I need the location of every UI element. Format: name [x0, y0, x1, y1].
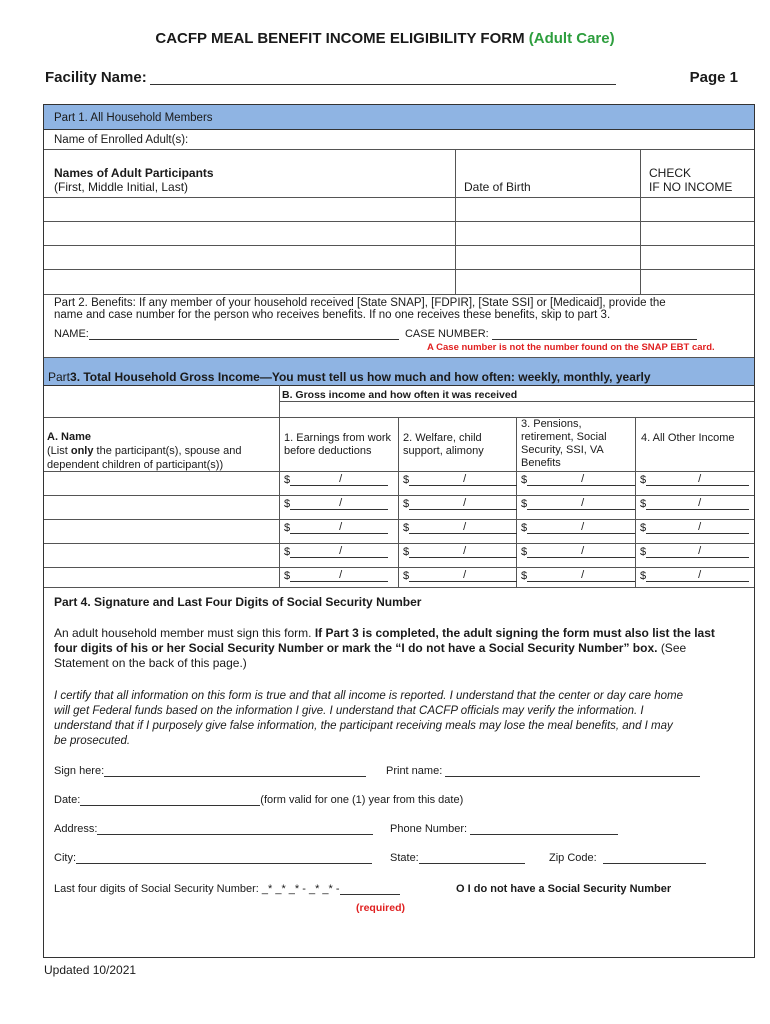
col-check-header-2: IF NO INCOME [649, 180, 733, 194]
frequency-slash: / [463, 569, 467, 581]
dollar-sign: $ [640, 570, 647, 582]
col-check-header: CHECK [649, 166, 692, 180]
frequency-slash: / [339, 545, 343, 557]
income-name-field-2[interactable] [44, 495, 279, 517]
certification-statement: I certify that all information on this form is true and that all income is reported. I understand that the center or day care home will get Federal funds based on the information I give. I understand that CACFP officials may verify the information. I understand that if I purposely give false information, the participant receiving meals may lose the meal benefits, and I may be prosecuted. [54, 690, 683, 747]
page-number: Page 1 [689, 69, 738, 86]
no-ssn-option[interactable]: O I do not have a Social Security Number [456, 883, 672, 895]
state-row: State: [390, 852, 525, 864]
gross-income-header: B. Gross income and how often it was received [282, 389, 518, 401]
frequency-slash: / [339, 521, 343, 533]
income-field-r1-c3[interactable] [521, 473, 635, 486]
zip-row: Zip Code: [549, 852, 706, 864]
income-field-r4-c2[interactable] [403, 545, 517, 558]
income-field-r2-c2[interactable] [403, 497, 517, 510]
frequency-slash: / [581, 521, 585, 533]
facility-name-label: Facility Name: [45, 69, 147, 86]
income-field-r1-c1[interactable] [284, 473, 388, 486]
ssn-field[interactable] [340, 894, 400, 895]
dollar-sign: $ [403, 570, 410, 582]
dollar-sign: $ [403, 546, 410, 558]
frequency-slash: / [698, 521, 702, 533]
dollar-sign: $ [403, 498, 410, 510]
participant-name-field-1[interactable] [44, 197, 455, 221]
dollar-sign: $ [403, 522, 410, 534]
income-field-r5-c1[interactable] [284, 569, 388, 582]
frequency-slash: / [698, 473, 702, 485]
updated-date: Updated 10/2021 [44, 963, 137, 977]
income-field-r2-c1[interactable] [284, 497, 388, 510]
income-field-r3-c2[interactable] [403, 521, 517, 534]
income-field-r2-c3[interactable] [521, 497, 635, 510]
dollar-sign: $ [284, 498, 291, 510]
enrolled-adults-label: Name of Enrolled Adult(s): [54, 134, 189, 146]
zip-field[interactable] [603, 863, 706, 864]
sign-row: Sign here: [54, 765, 366, 777]
dollar-sign: $ [521, 522, 528, 534]
case-number-field[interactable] [492, 339, 697, 340]
income-field-r1-c2[interactable] [403, 473, 517, 486]
participant-name-field-4[interactable] [44, 269, 455, 293]
dollar-sign: $ [403, 474, 410, 486]
col2-welfare-header: 2. Welfare, child support, alimony [403, 432, 484, 457]
frequency-slash: / [581, 473, 585, 485]
part1-heading: Part 1. All Household Members [54, 112, 213, 124]
dollar-sign: $ [640, 498, 647, 510]
income-name-field-1[interactable] [44, 471, 279, 493]
participant-name-field-3[interactable] [44, 245, 455, 269]
ssn-required-note: (required) [356, 902, 406, 914]
phone-field[interactable] [470, 834, 618, 835]
frequency-slash: / [698, 497, 702, 509]
income-field-r5-c3[interactable] [521, 569, 635, 582]
frequency-slash: / [581, 497, 585, 509]
dollar-sign: $ [521, 474, 528, 486]
col4-other-header: 4. All Other Income [641, 432, 735, 444]
income-field-r4-c4[interactable] [640, 545, 749, 558]
income-name-field-5[interactable] [44, 567, 279, 589]
col-dob-header: Date of Birth [464, 180, 531, 194]
col-a-name-sub2: dependent children of participant(s)) [47, 459, 224, 471]
col-a-name-header: A. Name [47, 431, 92, 443]
date-field[interactable] [80, 805, 260, 806]
print-name-field[interactable] [445, 776, 700, 777]
city-row: City: [54, 852, 372, 864]
dollar-sign: $ [640, 474, 647, 486]
col3-pensions-header: 3. Pensions, retirement, Social Security, SSI, VA Benefits [521, 418, 607, 469]
dollar-sign: $ [284, 522, 291, 534]
dollar-sign: $ [640, 522, 647, 534]
income-field-r4-c3[interactable] [521, 545, 635, 558]
form-title-sub: (Adult Care) [528, 30, 615, 47]
date-row: Date: (form valid for one (1) year from this date) [54, 794, 464, 806]
frequency-slash: / [581, 545, 585, 557]
dollar-sign: $ [284, 570, 291, 582]
frequency-slash: / [698, 545, 702, 557]
income-field-r5-c4[interactable] [640, 569, 749, 582]
income-field-r4-c1[interactable] [284, 545, 388, 558]
frequency-slash: / [463, 497, 467, 509]
city-field[interactable] [76, 863, 372, 864]
form-frame [43, 104, 755, 958]
frequency-slash: / [463, 521, 467, 533]
dollar-sign: $ [640, 546, 647, 558]
part3-heading: Part3. Total Household Gross Income—You must tell us how much and how often: weekly, monthly, yearly [48, 370, 651, 384]
col-names-sub: (First, Middle Initial, Last) [54, 180, 189, 194]
dollar-sign: $ [521, 570, 528, 582]
income-name-field-4[interactable] [44, 543, 279, 565]
income-field-r3-c1[interactable] [284, 521, 388, 534]
address-field[interactable] [97, 834, 373, 835]
col-a-name-sub: (List only the participant(s), spouse and [47, 445, 242, 457]
signature-field[interactable] [104, 776, 366, 777]
col-names-header: Names of Adult Participants [54, 166, 214, 180]
dollar-sign: $ [521, 498, 528, 510]
part4-heading: Part 4. Signature and Last Four Digits of Social Security Number [54, 595, 422, 609]
case-number-note: A Case number is not the number found on the SNAP EBT card. [427, 342, 715, 353]
state-field[interactable] [419, 863, 525, 864]
part2-name-row: NAME: CASE NUMBER: [54, 328, 697, 340]
income-field-r2-c4[interactable] [640, 497, 749, 510]
part4-instructions: An adult household member must sign this form. If Part 3 is completed, the adult signing the form must also list the last four digits of his or her Social Security Number or mark the “I do not have a Social Security Number” box. (See Statement on the back of this page.) [54, 626, 715, 670]
dollar-sign: $ [284, 546, 291, 558]
part2-text: Part 2. Benefits: If any member of your household received [State SNAP], [FDPIR], [State SSI] or [Medicaid], provide the name and case number for the person who receives benefits. If no one receives these benefits, skip to part 3. [54, 297, 666, 321]
participant-name-field-2[interactable] [44, 221, 455, 245]
address-row: Address: [54, 823, 373, 835]
frequency-slash: / [339, 569, 343, 581]
frequency-slash: / [698, 569, 702, 581]
ssn-row: Last four digits of Social Security Number: _* _* _* - _* _* - [54, 883, 400, 895]
income-field-r3-c3[interactable] [521, 521, 635, 534]
frequency-slash: / [463, 473, 467, 485]
print-name-row: Print name: [386, 765, 700, 777]
form-title: CACFP MEAL BENEFIT INCOME ELIGIBILITY FORM (Adult Care) [155, 30, 615, 47]
facility-name-field[interactable] [150, 84, 616, 85]
frequency-slash: / [463, 545, 467, 557]
income-name-field-3[interactable] [44, 519, 279, 541]
income-field-r3-c4[interactable] [640, 521, 749, 534]
dollar-sign: $ [284, 474, 291, 486]
frequency-slash: / [581, 569, 585, 581]
dollar-sign: $ [521, 546, 528, 558]
frequency-slash: / [339, 473, 343, 485]
col1-earnings-header: 1. Earnings from work before deductions [284, 432, 391, 457]
phone-row: Phone Number: [390, 823, 618, 835]
case-name-field[interactable] [89, 339, 399, 340]
income-field-r5-c2[interactable] [403, 569, 517, 582]
frequency-slash: / [339, 497, 343, 509]
income-field-r1-c4[interactable] [640, 473, 749, 486]
